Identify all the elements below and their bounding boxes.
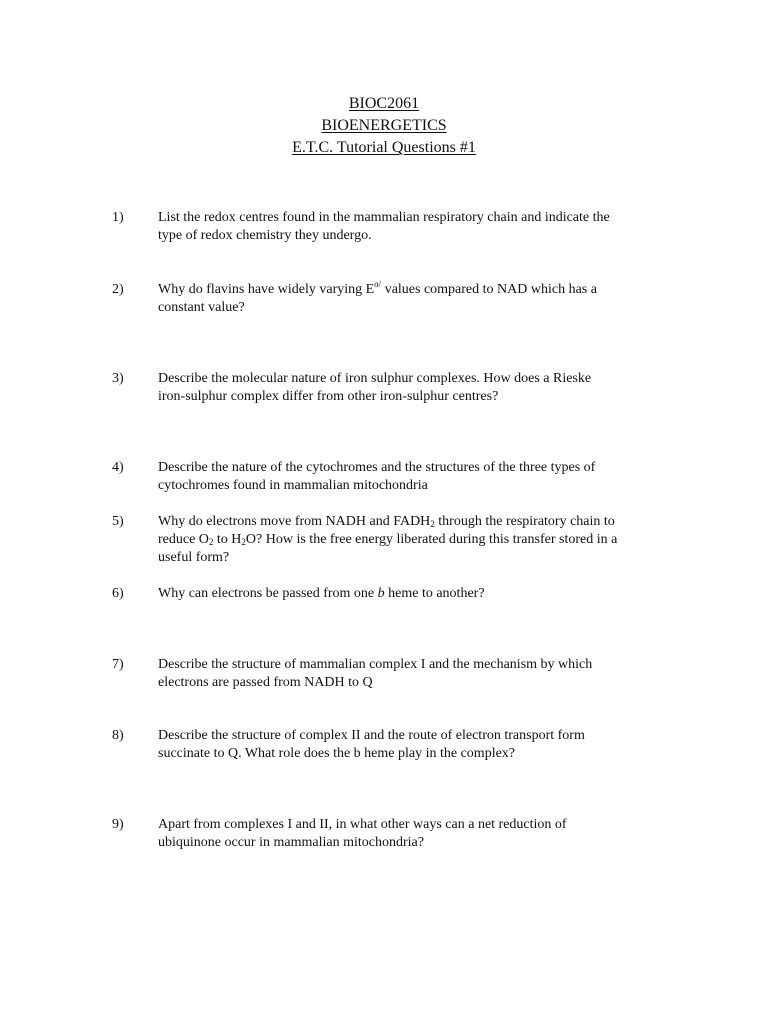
text-segment: heme to another? (384, 586, 485, 601)
sheet-title: E.T.C. Tutorial Questions #1 (292, 139, 476, 156)
question-text (158, 209, 658, 245)
question-text (158, 727, 658, 763)
italic-text: b (377, 586, 385, 601)
question-number: 2) (112, 282, 124, 297)
question-text (158, 370, 658, 406)
text-segment: through the respiratory chain to (434, 514, 615, 529)
course-title: BIOENERGETICS (321, 117, 447, 134)
subscript: 2 (430, 519, 435, 529)
question-line: Apart from complexes I and II, in what other ways can a net reduction of (158, 817, 567, 832)
question-line: List the redox centres found in the mammalian respiratory chain and indicate the (158, 210, 610, 225)
text-segment: O? How is the free energy liberated during this transfer stored in a (245, 532, 618, 547)
text-segment: values compared to NAD which has a (381, 282, 597, 297)
question-line (158, 513, 658, 531)
question-line: Describe the nature of the cytochromes and the structures of the three types of (158, 460, 596, 475)
question-text (158, 656, 658, 692)
question-line: type of redox chemistry they undergo. (158, 228, 372, 243)
course-code: BIOC2061 (348, 95, 420, 112)
question-number: 3) (112, 371, 124, 386)
subscript: 2 (241, 537, 246, 547)
document-header (0, 93, 768, 159)
question-line: constant value? (158, 300, 245, 315)
question-line: Describe the molecular nature of iron sulphur complexes. How does a Rieske (158, 371, 592, 386)
text-segment: reduce O (158, 532, 209, 547)
question-line: cytochromes found in mammalian mitochondria (158, 478, 428, 493)
question-line: electrons are passed from NADH to Q (158, 675, 373, 690)
text-segment: Why do electrons move from NADH and FADH (158, 514, 431, 529)
text-segment: to H (213, 532, 242, 547)
superscript: o/ (374, 279, 382, 289)
question-text (158, 585, 658, 603)
question-text (158, 816, 658, 852)
question-line: Describe the structure of mammalian complex I and the mechanism by which (158, 657, 593, 672)
question-number: 5) (112, 514, 124, 529)
question-text (158, 459, 658, 495)
question-line (158, 585, 658, 603)
question-number: 1) (112, 210, 124, 225)
question-line: Describe the structure of complex II and the route of electron transport form (158, 728, 585, 743)
question-number: 6) (112, 586, 124, 601)
question-line: ubiquinone occur in mammalian mitochondria? (158, 835, 424, 850)
question-number: 7) (112, 657, 124, 672)
text-segment: Why can electrons be passed from one (158, 586, 378, 601)
question-text (158, 513, 658, 567)
question-line (158, 281, 658, 299)
question-line: useful form? (158, 550, 230, 565)
question-number: 4) (112, 460, 124, 475)
subscript: 2 (208, 537, 214, 547)
question-number: 8) (112, 728, 124, 743)
question-line: iron-sulphur complex differ from other iron-sulphur centres? (158, 389, 499, 404)
question-number: 9) (112, 817, 124, 832)
question-text (158, 281, 658, 317)
text-segment: Why do flavins have widely varying E (158, 282, 375, 297)
question-line (158, 531, 658, 549)
question-line: succinate to Q. What role does the b heme play in the complex? (158, 746, 516, 761)
